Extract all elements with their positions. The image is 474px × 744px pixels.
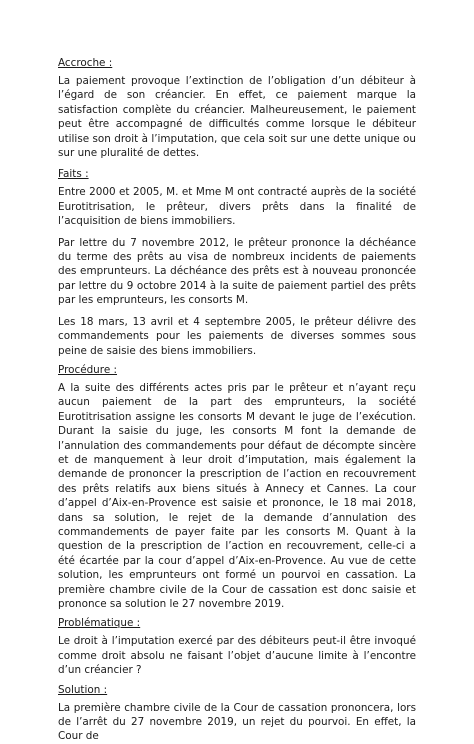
paragraph-faits-3: Les 18 mars, 13 avril et 4 septembre 2005, le prêteur délivre des commandements pour les paiements de diverses sommes sous peine de saisie des biens immobiliers. [58,315,416,357]
paragraph-faits-1: Entre 2000 et 2005, M. et Mme M ont contracté auprès de la société Eurotitrisation, le prêteur, divers prêts dans la finalité de l’acquisition de biens immobiliers. [58,186,416,228]
section-heading-procedure: Procédure : [58,363,118,376]
section-heading-faits: Faits : [58,168,89,181]
paragraph-procedure: A la suite des différents actes pris par le prêteur et n’ayant reçu aucun paiement de la part des emprunteurs, la société Eurotitrisation assigne les consorts M devant le juge de l’exécution. Durant la saisie du juge, les consorts M font la demande de l’annulation des commandements pour défaut de décompte sincère et de manquement à leur droit d’imputation, mais également la demande de prononcer la prescription de l’action en recouvrement des prêts relatifs aux biens situés à Annecy et Cannes. La cour d’appel d’Aix-en-Provence est saisie et prononce, le 18 mai 2018, dans sa solution, le rejet de la demande d’annulation des commandements de payer faite par les consorts M. Quant à la question de la prescription de l’action en recouvrement, celle-ci a été écartée par la cour d’appel d’Aix-en-Provence. Au vue de cette solution, les emprunteurs ont formé un pourvoi en cassation. La première chambre civile de la Cour de cassation est donc saisie et prononce sa solution le 27 novembre 2019. [58,381,416,610]
paragraph-problematique: Le droit à l’imputation exercé par des débiteurs peut-il être invoqué comme droit absolu ne faisant l’objet d’aucune limite à l’encontre d’un créancier ? [58,635,416,677]
paragraph-solution: La première chambre civile de la Cour de cassation prononcera, lors de l’arrêt du 27 novembre 2019, un rejet du pourvoi. En effet, la Cour de [58,701,416,743]
paragraph-faits-2: Par lettre du 7 novembre 2012, le prêteur prononce la déchéance du terme des prêts au visa de nombreux incidents de paiements des emprunteurs. La déchéance des prêts est à nouveau prononcée par lettre du 9 octobre 2014 à la suite de paiement partiel des prêts par les emprunteurs, les consorts M. [58,236,416,307]
paragraph-accroche: La paiement provoque l’extinction de l’obligation d’un débiteur à l’égard de son créancier. En effet, ce paiement marque la satisfaction complète du créancier. Malheureusement, le paiement peut être accompagné de difficultés comme lorsque le débiteur utilise son droit à l’imputation, que cela soit sur une dette unique ou sur une pluralité de dettes. [58,75,416,160]
section-heading-accroche: Accroche : [58,57,113,69]
section-heading-solution: Solution : [58,683,108,696]
section-heading-problematique: Problématique : [58,617,141,630]
